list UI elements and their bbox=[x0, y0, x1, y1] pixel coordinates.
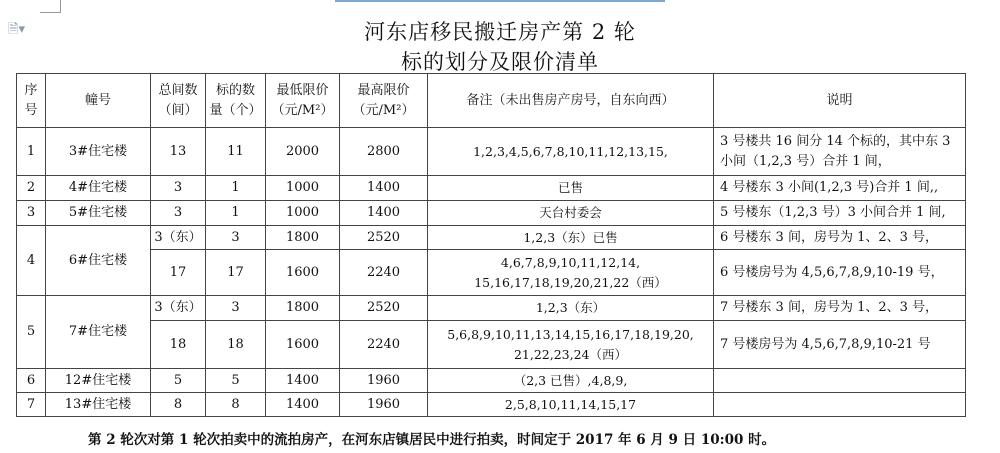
header-building: 幢号 bbox=[46, 74, 151, 128]
cell-description bbox=[714, 369, 966, 393]
cell-description: 3 号楼共 16 间分 14 个标的，其中东 3 小间（1,2,3 号）合并 1 间， bbox=[714, 128, 966, 176]
cell-description: 4 号楼东 3 小间(1,2,3 号)合并 1 间,, bbox=[714, 176, 966, 201]
table-header-row bbox=[17, 74, 966, 128]
cell-max-price: 2240 bbox=[340, 321, 428, 369]
cell-total: 5 bbox=[151, 369, 206, 393]
cell-seq: 2 bbox=[17, 176, 46, 201]
cell-min-price: 1600 bbox=[266, 321, 340, 369]
footer-note: 第 2 轮次对第 1 轮次拍卖中的流拍房产，在河东店镇居民中进行拍卖，时间定于 2017 年 6 月 9 日 10:00 时。 bbox=[88, 432, 776, 448]
cell-seq: 1 bbox=[17, 128, 46, 176]
cell-description: 6 号楼房号为 4,5,6,7,8,9,10-19 号， bbox=[714, 250, 966, 296]
header-total-rooms: 总间数 （间） bbox=[151, 74, 206, 128]
document-icon[interactable]: 🗎▾ bbox=[8, 22, 25, 37]
cell-description: 5 号楼东（1,2,3 号）3 小间合并 1 间, bbox=[714, 201, 966, 226]
cell-min-price: 1400 bbox=[266, 369, 340, 393]
table-row bbox=[17, 369, 966, 393]
cell-lots: 1 bbox=[206, 201, 266, 226]
header-min-price: 最低限价 （元/M²） bbox=[266, 74, 340, 128]
cell-seq: 6 bbox=[17, 369, 46, 393]
table-row bbox=[17, 201, 966, 226]
cell-seq: 3 bbox=[17, 201, 46, 226]
cell-notes: 5,6,8,9,10,11,13,14,15,16,17,18,19,20, 21,22,23,24（西） bbox=[428, 321, 714, 369]
table-row bbox=[17, 250, 966, 296]
cell-seq: 5 bbox=[17, 296, 46, 369]
cell-min-price: 1000 bbox=[266, 201, 340, 226]
cell-notes: 1,2,3,4,5,6,7,8,10,11,12,13,15, bbox=[428, 128, 714, 176]
cell-lots: 18 bbox=[206, 321, 266, 369]
lot-table bbox=[16, 73, 966, 417]
cell-max-price: 1960 bbox=[340, 369, 428, 393]
cell-building: 4#住宅楼 bbox=[46, 176, 151, 201]
cell-notes: 4,6,7,8,9,10,11,12,14, 15,16,17,18,19,20,21,22（西） bbox=[428, 250, 714, 296]
cell-notes: 天台村委会 bbox=[428, 201, 714, 226]
header-max-price: 最高限价 （元/M²） bbox=[340, 74, 428, 128]
cell-description bbox=[714, 393, 966, 417]
cell-min-price: 1800 bbox=[266, 296, 340, 321]
header-lots: 标的数 量（个） bbox=[206, 74, 266, 128]
cell-building: 13#住宅楼 bbox=[46, 393, 151, 417]
cell-min-price: 1600 bbox=[266, 250, 340, 296]
cell-total: 3 bbox=[151, 201, 206, 226]
cell-building: 5#住宅楼 bbox=[46, 201, 151, 226]
cell-lots: 11 bbox=[206, 128, 266, 176]
table-row bbox=[17, 226, 966, 250]
cell-lots: 5 bbox=[206, 369, 266, 393]
cell-seq: 4 bbox=[17, 226, 46, 296]
cell-max-price: 2800 bbox=[340, 128, 428, 176]
cell-notes: 2,5,8,10,11,14,15,17 bbox=[428, 393, 714, 417]
cell-max-price: 2520 bbox=[340, 296, 428, 321]
cell-min-price: 1800 bbox=[266, 226, 340, 250]
table-row bbox=[17, 296, 966, 321]
table-row bbox=[17, 393, 966, 417]
header-description: 说明 bbox=[714, 74, 966, 128]
header-seq: 序 号 bbox=[17, 74, 46, 128]
cell-description: 7 号楼房号为 4,5,6,7,8,9,10-21 号 bbox=[714, 321, 966, 369]
cell-notes: 1,2,3（东）已售 bbox=[428, 226, 714, 250]
cell-lots: 3 bbox=[206, 226, 266, 250]
cell-notes: （2,3 已售）,4,8,9, bbox=[428, 369, 714, 393]
cell-building: 6#住宅楼 bbox=[46, 226, 151, 296]
cell-lots: 3 bbox=[206, 296, 266, 321]
cell-notes: 1,2,3（东） bbox=[428, 296, 714, 321]
cell-total: 8 bbox=[151, 393, 206, 417]
cell-description: 7 号楼东 3 间，房号为 1、2、3 号， bbox=[714, 296, 966, 321]
table-row bbox=[17, 176, 966, 201]
cell-building: 3#住宅楼 bbox=[46, 128, 151, 176]
cell-max-price: 1400 bbox=[340, 176, 428, 201]
cell-max-price: 1400 bbox=[340, 201, 428, 226]
cell-min-price: 1400 bbox=[266, 393, 340, 417]
cell-lots: 8 bbox=[206, 393, 266, 417]
cell-total: 3（东） bbox=[151, 296, 206, 321]
page-subtitle: 标的划分及限价清单 bbox=[401, 50, 599, 74]
page-title: 河东店移民搬迁房产第 2 轮 bbox=[364, 20, 636, 44]
table-row bbox=[17, 128, 966, 176]
cell-total: 17 bbox=[151, 250, 206, 296]
cell-max-price: 2520 bbox=[340, 226, 428, 250]
cell-total: 3（东） bbox=[151, 226, 206, 250]
cell-max-price: 2240 bbox=[340, 250, 428, 296]
page-margin-mark bbox=[40, 0, 61, 13]
table-row bbox=[17, 321, 966, 369]
cell-building: 7#住宅楼 bbox=[46, 296, 151, 369]
cell-total: 13 bbox=[151, 128, 206, 176]
cell-total: 3 bbox=[151, 176, 206, 201]
cell-max-price: 1960 bbox=[340, 393, 428, 417]
cell-min-price: 2000 bbox=[266, 128, 340, 176]
cell-lots: 17 bbox=[206, 250, 266, 296]
header-notes: 备注（未出售房产房号，自东向西） bbox=[428, 74, 714, 128]
ruler-bar bbox=[0, 0, 1000, 2]
cell-description: 6 号楼东 3 间，房号为 1、2、3 号， bbox=[714, 226, 966, 250]
cell-lots: 1 bbox=[206, 176, 266, 201]
cell-notes: 已售 bbox=[428, 176, 714, 201]
cell-building: 12#住宅楼 bbox=[46, 369, 151, 393]
cell-seq: 7 bbox=[17, 393, 46, 417]
cell-min-price: 1000 bbox=[266, 176, 340, 201]
ruler-highlight bbox=[335, 0, 665, 2]
cell-total: 18 bbox=[151, 321, 206, 369]
